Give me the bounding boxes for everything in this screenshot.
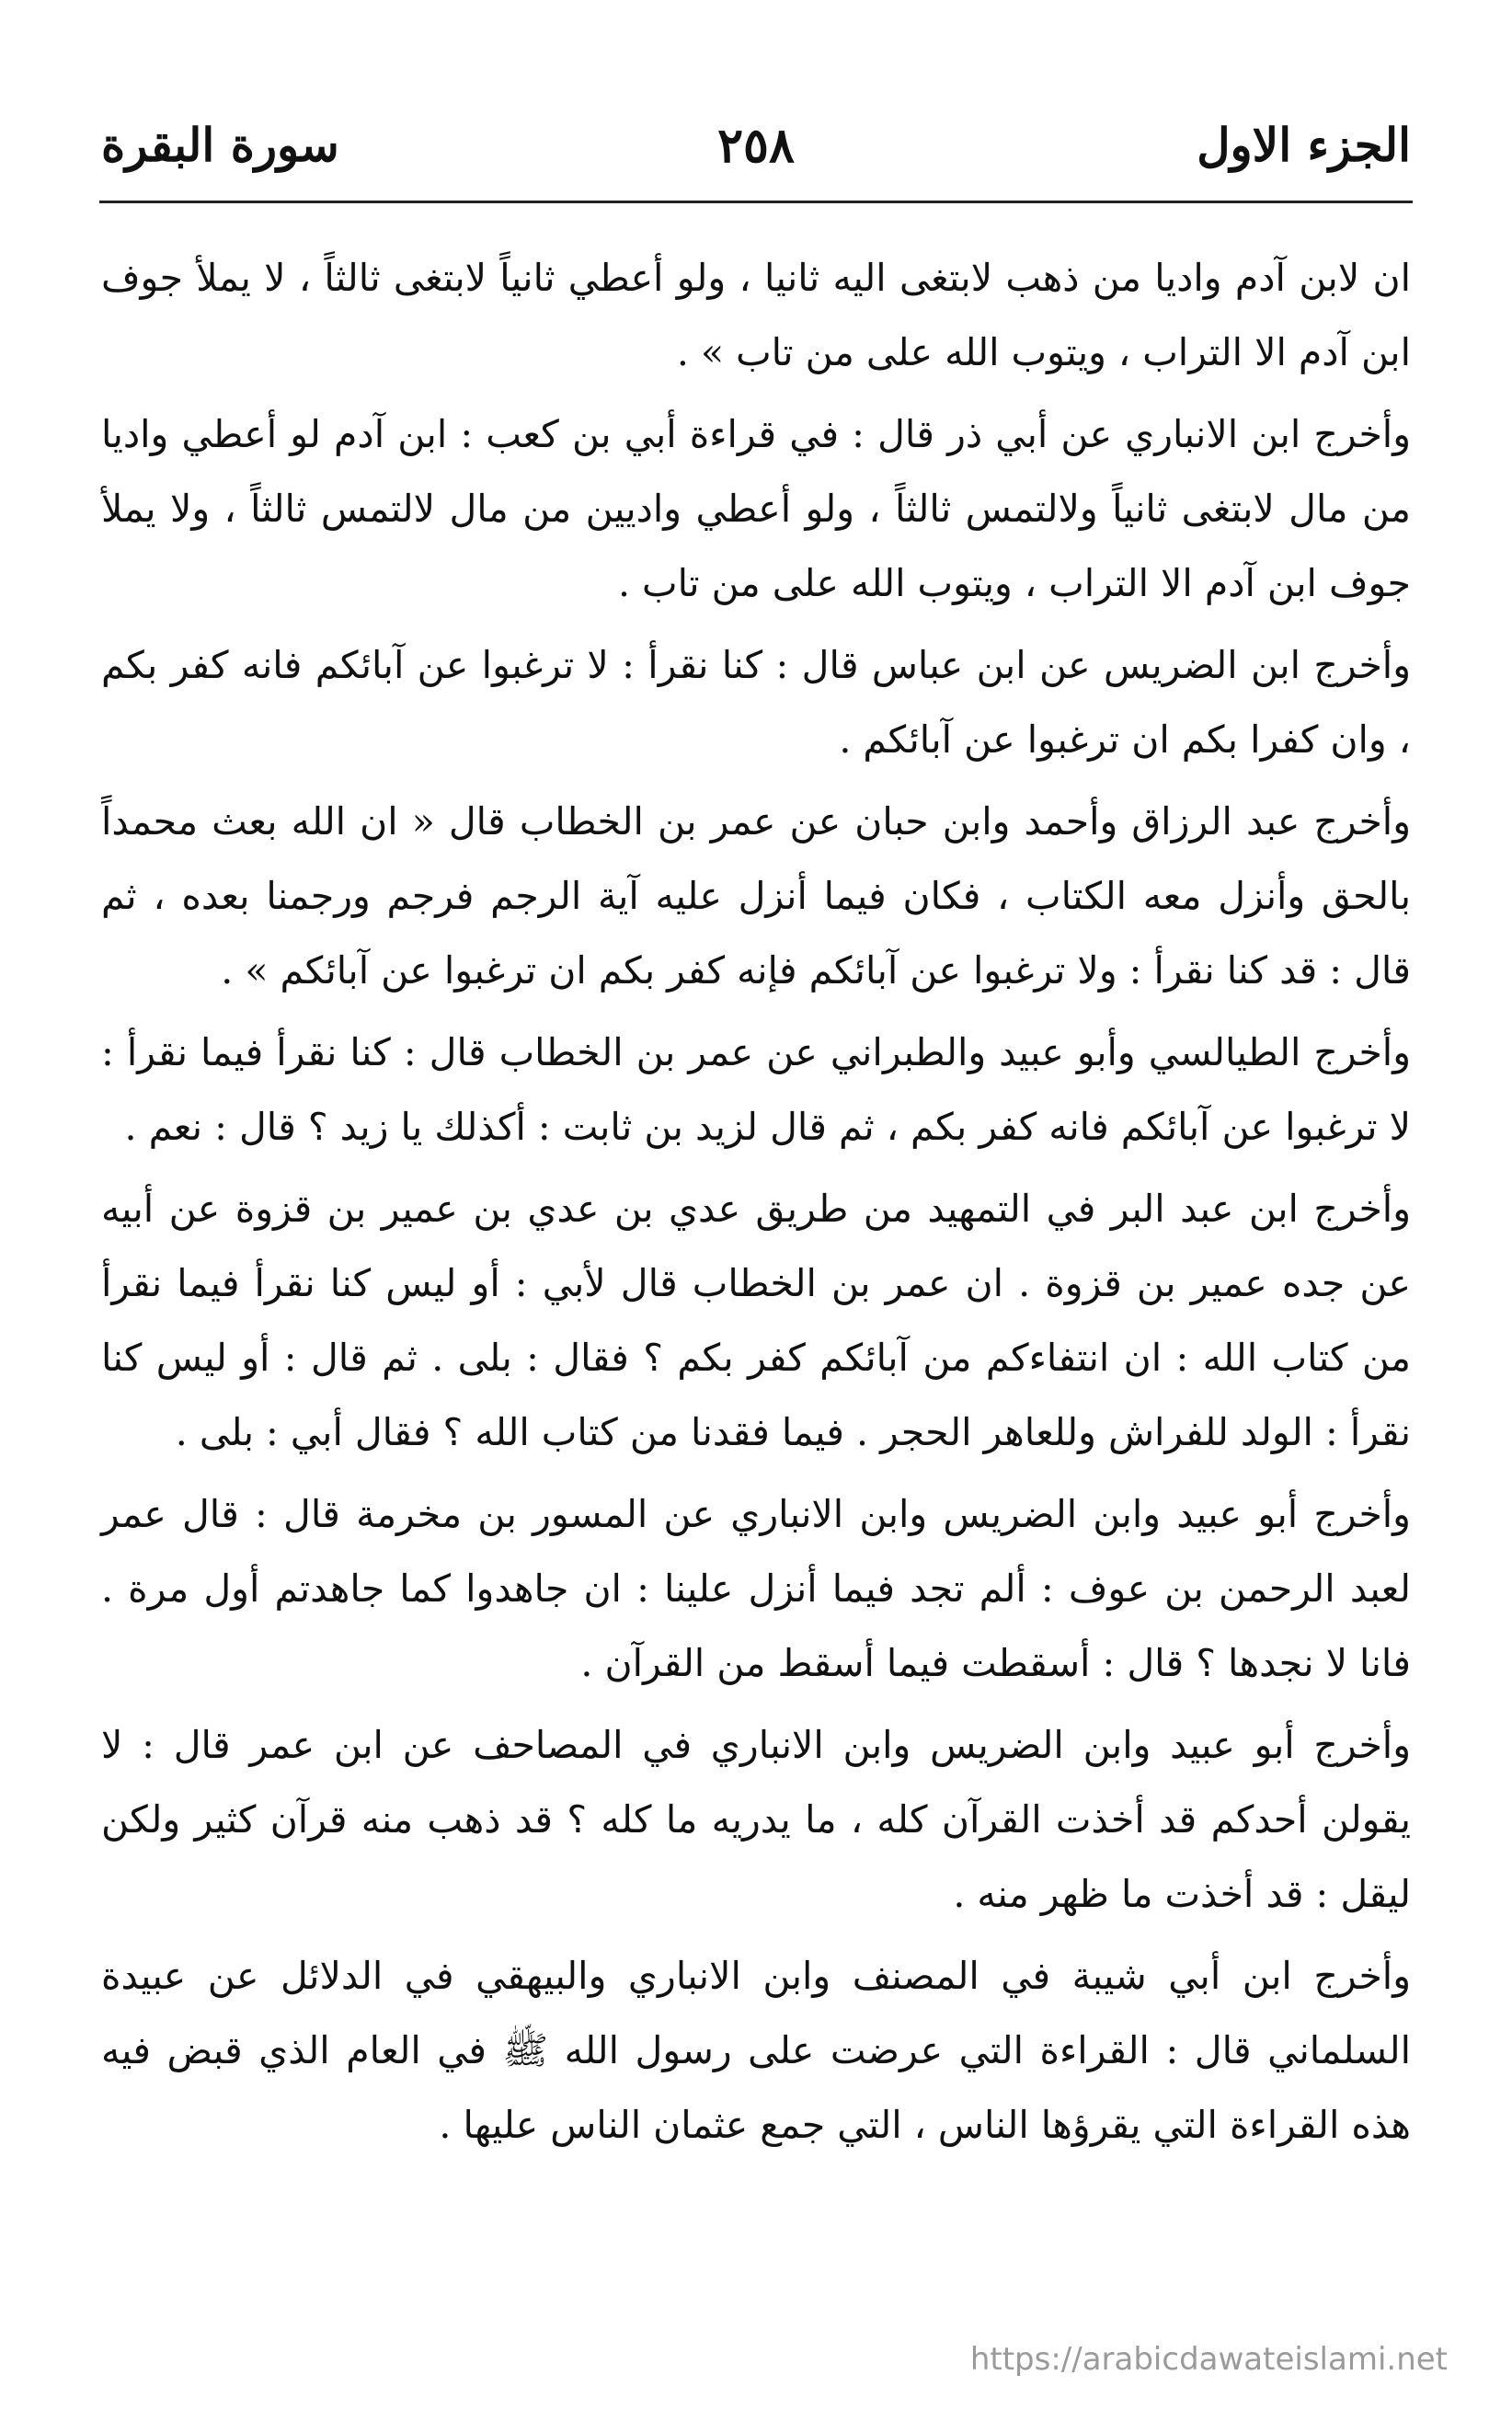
watermark-url: https://arabicdawateislami.net: [969, 2341, 1448, 2378]
page-number: ٢٥٨: [717, 118, 795, 174]
part-title: الجزء الاول: [1197, 118, 1411, 172]
paragraph-8: وأخرج أبو عبيد وابن الضريس وابن الانباري في المصاحف عن ابن عمر قال : لا يقولن أحدكم قد أخذت القرآن كله ، ما يدريه ما كله ؟ قد ذهب منه قرآن كثير ولكن ليقل : قد أخذت ما ظهر منه .: [101, 1723, 1412, 1916]
paragraph-5: وأخرج الطيالسي وأبو عبيد والطبراني عن عمر بن الخطاب قال : كنا نقرأ فيما نقرأ : لا ترغبوا عن آبائكم فانه كفر بكم ، ثم قال لزيد بن ثابت : أكذلك يا زيد ؟ قال : نعم .: [101, 1030, 1411, 1149]
paragraph-6: وأخرج ابن عبد البر في التمهيد من طريق عدي بن عدي بن عمير بن قزوة عن أبيه عن جده عمير بن قزوة . ان عمر بن الخطاب قال لأبي : أو ليس كنا نقرأ فيما نقرأ من كتاب الله : ان انتفاءكم من آبائكم كفر بكم ؟ فقال : بلى . ثم قال : أو ليس كنا نقرأ : الولد للفراش وللعاهر الحجر . فيما فقدنا من كتاب الله ؟ فقال أبي : بلى .: [101, 1187, 1411, 1454]
paragraph-2: وأخرج ابن الانباري عن أبي ذر قال : في قراءة أبي بن كعب : ابن آدم لو أعطي واديا من مال لابتغى ثانياً ولالتمس ثالثاً ، ولو أعطي واديين من مال لالتمس ثالثاً ، ولا يملأ جوف ابن آدم الا التراب ، ويتوب الله على من تاب .: [101, 412, 1411, 605]
paragraph-3: وأخرج ابن الضريس عن ابن عباس قال : كنا نقرأ : لا ترغبوا عن آبائكم فانه كفر بكم ، وان كفرا بكم ان ترغبوا عن آبائكم .: [101, 643, 1411, 762]
surah-title: سورة البقرة: [101, 118, 339, 172]
paragraph-1: ان لابن آدم واديا من ذهب لابتغى اليه ثانيا ، ولو أعطي ثانياً لابتغى ثالثاً ، لا يملأ جوف ابن آدم الا التراب ، ويتوب الله على من تاب » .: [101, 256, 1411, 374]
header-divider: [99, 201, 1413, 203]
paragraph-7: وأخرج أبو عبيد وابن الضريس وابن الانباري عن المسور بن مخرمة قال : قال عمر لعبد الرحمن بن عوف : ألم تجد فيما أنزل علينا : ان جاهدوا كما جاهدتم أول مرة . فانا لا نجدها ؟ قال : أسقطت فيما أسقط من القرآن .: [101, 1492, 1411, 1685]
paragraph-4: وأخرج عبد الرزاق وأحمد وابن حبان عن عمر بن الخطاب قال « ان الله بعث محمداً بالحق وأنزل معه الكتاب ، فكان فيما أنزل عليه آية الرجم فرجم ورجمنا بعده ، ثم قال : قد كنا نقرأ : ولا ترغبوا عن آبائكم فإنه كفر بكم ان ترغبوا عن آبائكم » .: [101, 799, 1411, 993]
page-header: [101, 118, 1411, 191]
page-body: [101, 241, 1411, 2170]
paragraph-9: وأخرج ابن أبي شيبة في المصنف وابن الانباري والبيهقي في الدلائل عن عبيدة السلماني قال : القراءة التي عرضت على رسول الله ﷺ في العام الذي قبض فيه هذه القراءة التي يقرؤها الناس ، التي جمع عثمان الناس عليها .: [101, 1954, 1411, 2147]
